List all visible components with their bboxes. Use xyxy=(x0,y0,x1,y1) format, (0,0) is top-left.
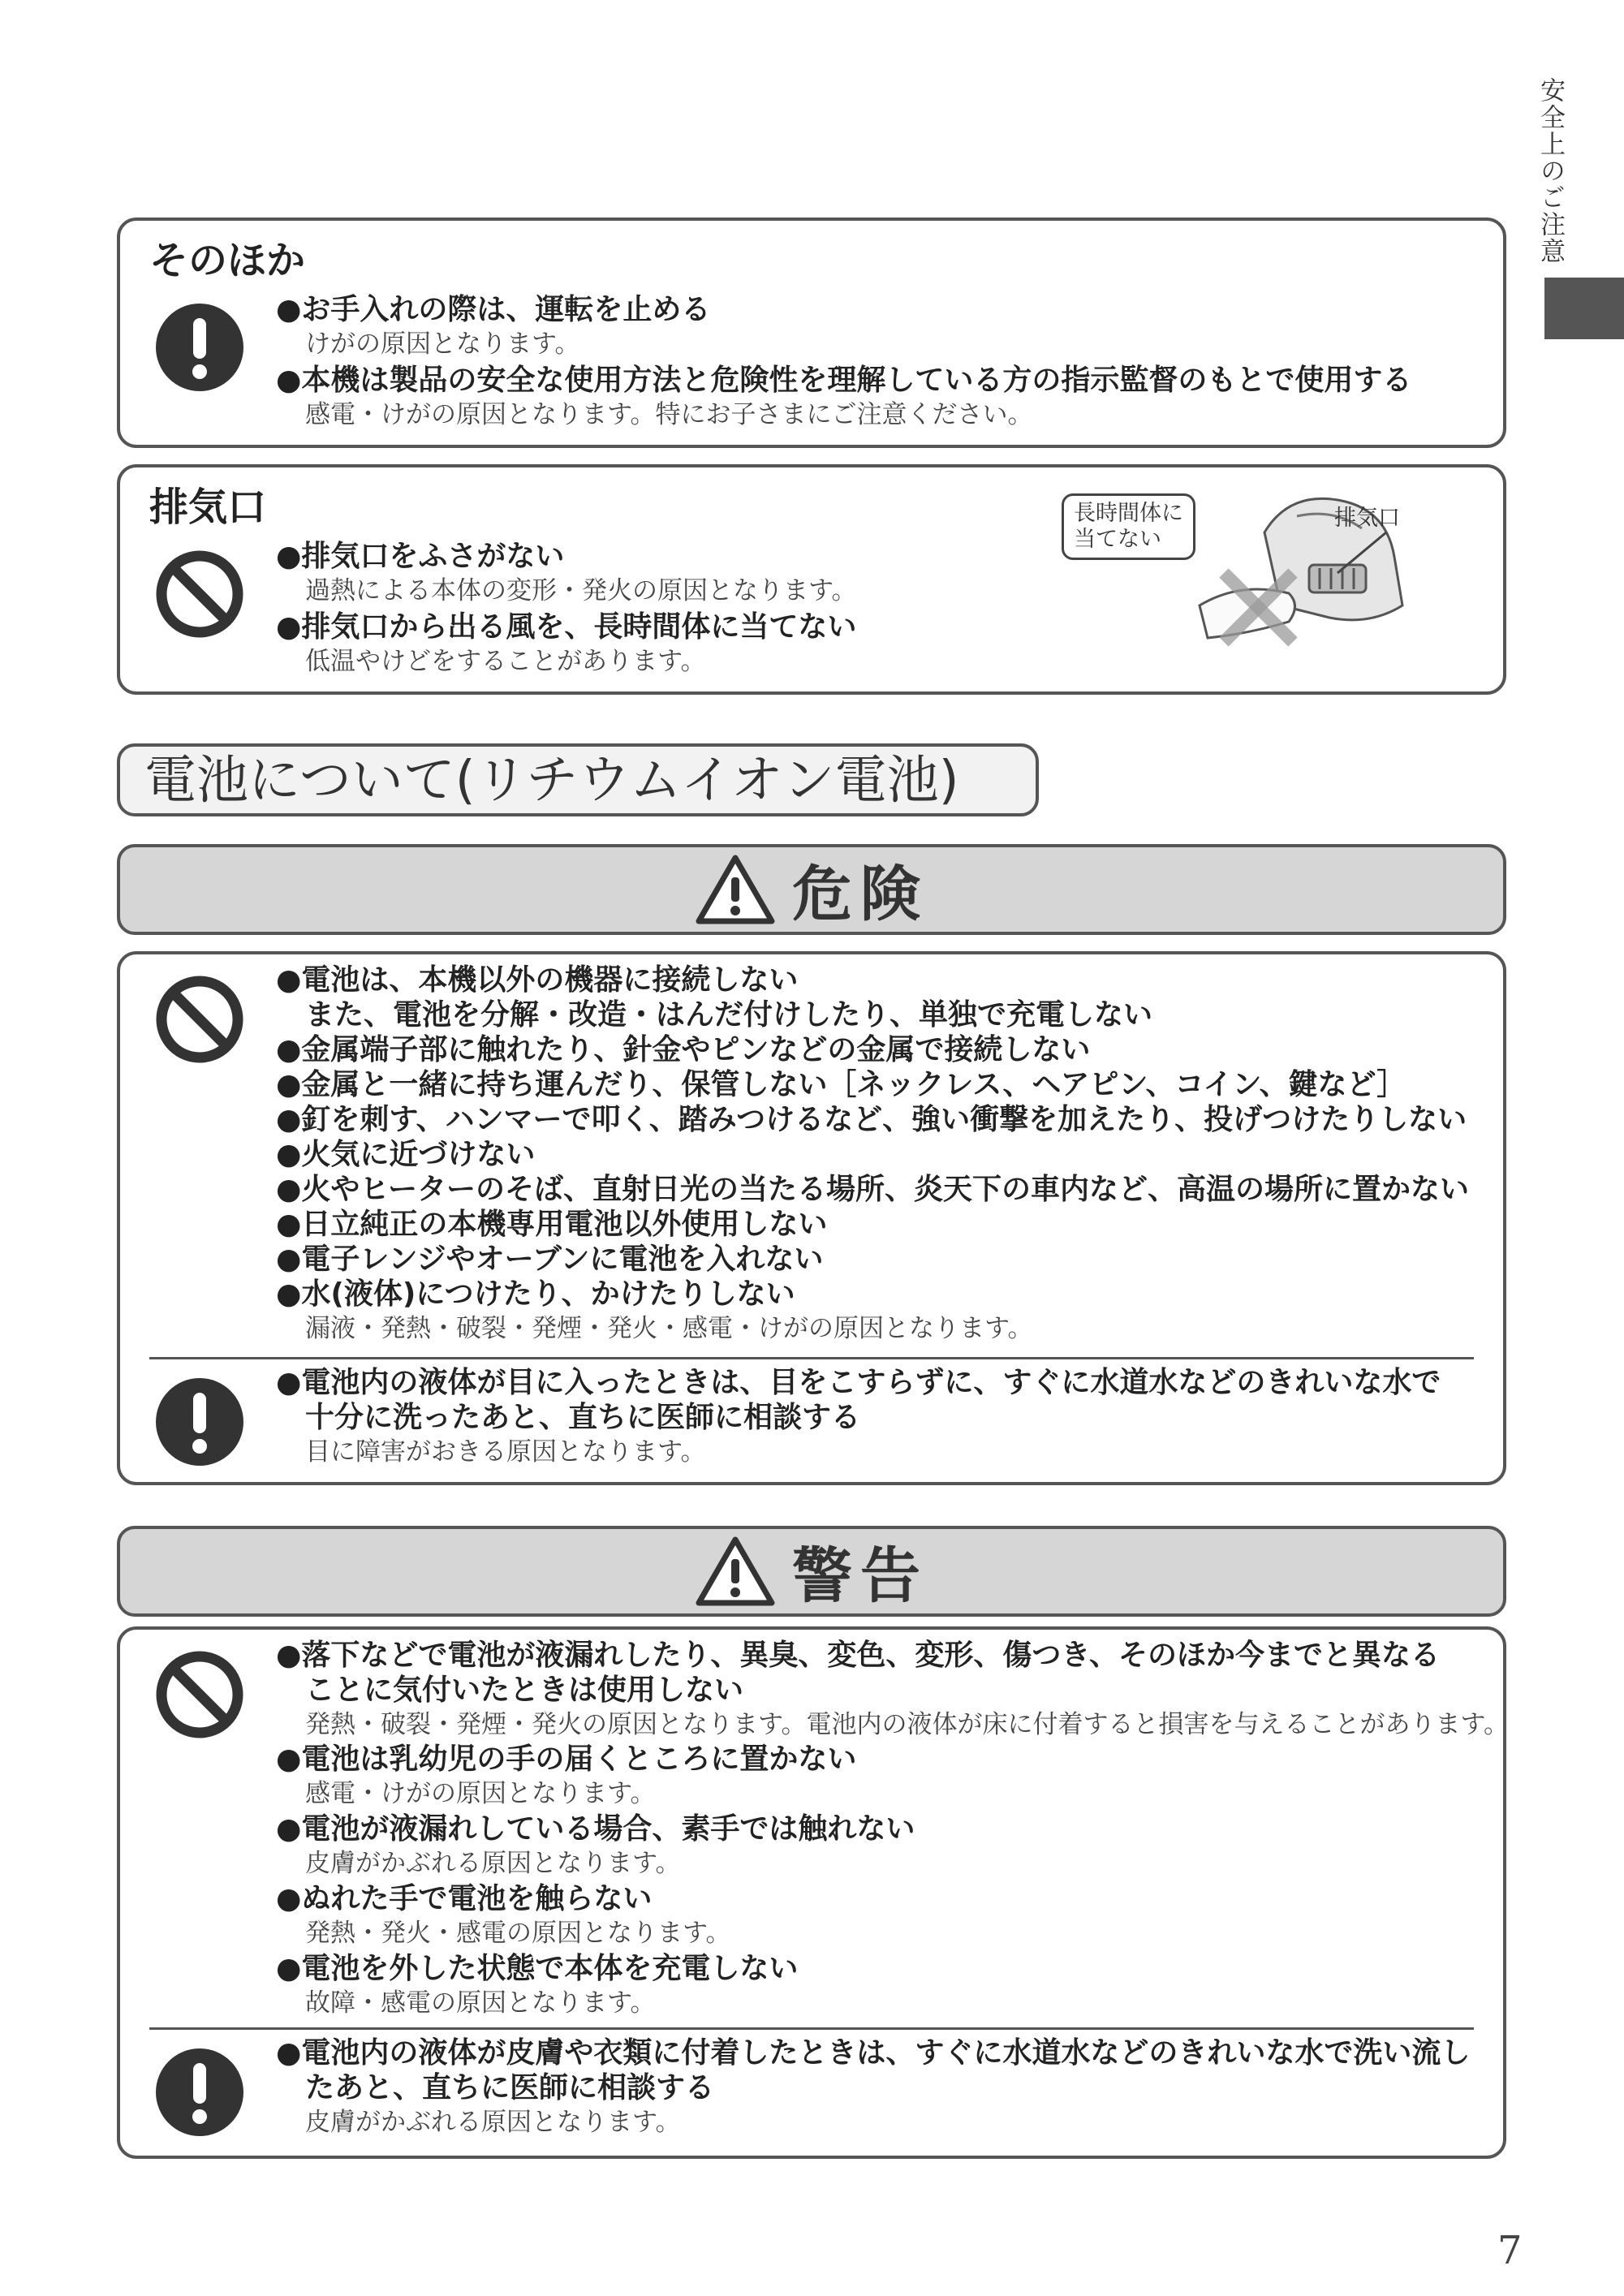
item-sub: けがの原因となります。 xyxy=(305,330,580,359)
exclamation-icon xyxy=(156,304,243,391)
list-item xyxy=(276,963,1469,1346)
list-item xyxy=(276,292,710,361)
item-sub: 発熱・発火・感電の原因となります。 xyxy=(305,1919,731,1948)
callout-line: 当てない xyxy=(1074,527,1161,552)
panel-haikiguchi xyxy=(117,464,1506,695)
warning-triangle-icon xyxy=(695,853,776,926)
side-tab-label: 安全上のご注意 xyxy=(1536,77,1565,265)
panel-title: そのほか xyxy=(149,238,306,283)
item-main: ●電池は乳幼児の手の届くところに置かない xyxy=(276,1742,857,1776)
item-sub: 目に障害がおきる原因となります。 xyxy=(305,1437,706,1467)
side-tab-marker xyxy=(1544,278,1624,339)
panel-warning xyxy=(117,1626,1510,2159)
item-main: ●排気口をふさがない xyxy=(276,540,565,573)
item-sub: 故障・感電の原因となります。 xyxy=(305,1988,656,2018)
warning-banner-label: 警告 xyxy=(792,1541,928,1611)
danger-banner xyxy=(117,844,1506,935)
list-item xyxy=(276,2035,1470,2139)
item-main: ●排気口から出る風を、長時間体に当てない xyxy=(276,610,857,644)
item-main: ●電池は、本機以外の機器に接続しない xyxy=(276,963,799,997)
item-main: ●水(液体)につけたり、かけたりしない xyxy=(276,1277,795,1311)
prohibition-icon xyxy=(156,550,243,638)
list-item xyxy=(276,363,1411,432)
danger-banner-label: 危険 xyxy=(792,859,928,929)
divider xyxy=(149,2027,1474,2030)
item-main: ●本機は製品の安全な使用方法と危険性を理解している方の指示監督のもとで使用する xyxy=(276,364,1412,397)
item-main-cont: たあと、直ちに医師に相談する xyxy=(305,2071,715,2104)
item-sub: 皮膚がかぶれる原因となります。 xyxy=(305,2108,681,2137)
item-main: ●電池内の液体が目に入ったときは、目をこすらずに、すぐに水道水などのきれいな水で xyxy=(276,1366,1441,1399)
page-number: 7 xyxy=(1497,2228,1523,2273)
item-main: ●金属端子部に触れたり、針金やピンなどの金属で接続しない xyxy=(276,1033,1091,1066)
item-main: ●電池が液漏れしている場合、素手では触れない xyxy=(276,1812,915,1846)
prohibition-icon xyxy=(156,1651,243,1738)
warning-triangle-icon xyxy=(695,1535,776,1608)
list-item xyxy=(276,1951,798,2020)
item-sub: 皮膚がかぶれる原因となります。 xyxy=(305,1849,681,1878)
list-item xyxy=(276,1742,856,1811)
exclamation-icon xyxy=(156,2048,243,2136)
item-main: ●ぬれた手で電池を触らない xyxy=(276,1882,653,1915)
list-item xyxy=(276,539,857,608)
item-main-cont: また、電池を分解・改造・はんだ付けしたり、単独で充電しない xyxy=(305,998,1153,1032)
item-sub: 過熱による本体の変形・発火の原因となります。 xyxy=(305,576,857,605)
callout-line: 長時間体に xyxy=(1074,501,1183,526)
callout-keep-away xyxy=(1062,493,1195,560)
item-main-cont: ことに気付いたときは使用しない xyxy=(305,1674,744,1707)
item-sub: 感電・けがの原因となります。 xyxy=(305,1779,656,1808)
list-item xyxy=(276,1811,915,1880)
list-item xyxy=(276,1638,1509,1742)
item-sub: 低温やけどをすることがあります。 xyxy=(305,647,706,676)
item-main: ●日立純正の本機専用電池以外使用しない xyxy=(276,1208,828,1241)
panel-sonohoka xyxy=(117,218,1506,448)
divider xyxy=(149,1357,1474,1359)
item-sub: 感電・けがの原因となります。特にお子さまにご注意ください。 xyxy=(305,400,1033,429)
item-main: ●釘を刺す、ハンマーで叩く、踏みつけるなど、強い衝撃を加えたり、投げつけたりしない xyxy=(276,1103,1467,1136)
list-item xyxy=(276,610,856,678)
item-main: ●落下などで電池が液漏れしたり、異臭、変色、変形、傷つき、そのほか今までと異なる xyxy=(276,1639,1440,1672)
panel-danger xyxy=(117,951,1506,1485)
item-main: ●電子レンジやオーブンに電池を入れない xyxy=(276,1243,824,1276)
section-heading-battery: 電池について(リチウムイオン電池) xyxy=(117,743,1039,816)
list-item xyxy=(276,1881,731,1950)
prohibition-icon xyxy=(156,976,243,1063)
list-item xyxy=(276,1365,1441,1469)
item-main: ●電池を外した状態で本体を充電しない xyxy=(276,1952,799,1985)
item-main: ●お手入れの際は、運転を止める xyxy=(276,293,711,326)
exclamation-icon xyxy=(156,1378,243,1466)
exhaust-port-label: 排気口 xyxy=(1334,506,1400,531)
item-main: ●電池内の液体が皮膚や衣類に付着したときは、すぐに水道水などのきれいな水で洗い流し xyxy=(276,2036,1471,2070)
warning-banner xyxy=(117,1526,1506,1617)
item-main: ●金属と一緒に持ち運んだり、保管しない［ネックレス、ヘアピン、コイン、鍵など］ xyxy=(276,1068,1406,1101)
item-main-cont: 十分に洗ったあと、直ちに医師に相談する xyxy=(305,1401,861,1434)
item-main: ●火やヒーターのそば、直射日光の当たる場所、炎天下の車内など、高温の場所に置かない xyxy=(276,1173,1469,1206)
panel-title: 排気口 xyxy=(149,485,267,530)
item-main: ●火気に近づけない xyxy=(276,1138,536,1171)
item-sub: 漏液・発熱・破裂・発煙・発火・感電・けがの原因となります。 xyxy=(305,1314,1033,1343)
item-sub: 発熱・破裂・発煙・発火の原因となります。電池内の液体が床に付着すると損害を与えることがあります。 xyxy=(305,1710,1510,1739)
